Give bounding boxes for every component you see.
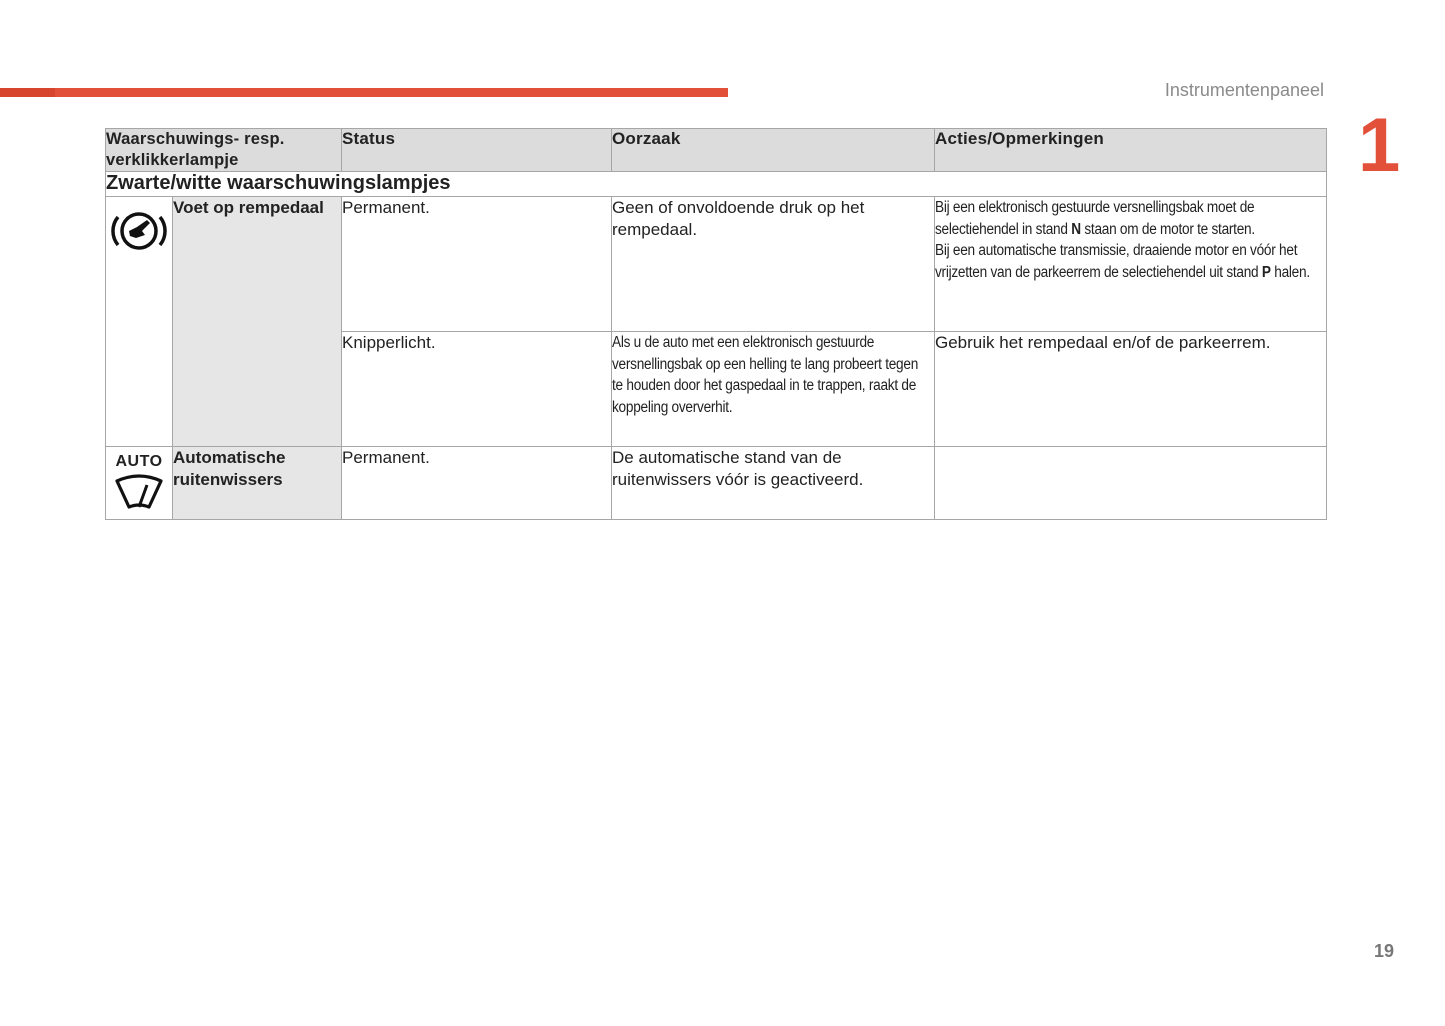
column-header: Oorzaak [612, 129, 935, 172]
lamp-name: Voet op rempedaal [173, 197, 342, 447]
action-cell: Bij een elektronisch gestuurde versnellingsbak moet de selectiehendel in stand N staan om de motor te starten. Bij een automatische transmissie, draaiende motor en vóór het vrijzetten van de parkeerrem de selectiehendel uit stand P halen. [935, 197, 1327, 332]
section-title: Instrumentenpaneel [1164, 80, 1324, 100]
foot-on-brake-icon [109, 209, 169, 257]
table-row [106, 447, 1327, 520]
group-row [106, 172, 1327, 197]
action-cell [935, 447, 1327, 520]
header-accent-bar [0, 88, 728, 97]
page-number: 19 [1374, 941, 1395, 961]
cause-cell: Als u de auto met een elektronisch gestuurde versnellingsbak op een helling te lang probeert tegen te houden door het gaspedaal in te trappen, raakt de koppeling oververhit. [612, 332, 935, 447]
warning-lights-table [105, 128, 1327, 520]
icon-cell [106, 197, 173, 447]
chapter-number: 1 [1358, 103, 1401, 188]
column-header: Status [342, 129, 612, 172]
status-cell: Permanent. [342, 197, 612, 332]
lamp-name: Automatische ruitenwissers [173, 447, 342, 520]
auto-label: AUTO [115, 453, 163, 470]
group-title: Zwarte/witte waarschuwingslampjes [106, 172, 1327, 197]
table-header-row [106, 129, 1327, 172]
cause-cell: De automatische stand van de ruitenwissers vóór is geactiveerd. [612, 447, 935, 520]
status-cell: Knipperlicht. [342, 332, 612, 447]
status-cell: Permanent. [342, 447, 612, 520]
column-header: Waarschuwings- resp. verklikkerlampje [106, 129, 342, 172]
action-cell: Gebruik het rempedaal en/of de parkeerrem. [935, 332, 1327, 447]
auto-wiper-icon [113, 473, 165, 513]
column-header: Acties/Opmerkingen [935, 129, 1327, 172]
table-row [106, 197, 1327, 332]
icon-cell [106, 447, 173, 520]
cause-cell: Geen of onvoldoende druk op het rempedaal. [612, 197, 935, 332]
